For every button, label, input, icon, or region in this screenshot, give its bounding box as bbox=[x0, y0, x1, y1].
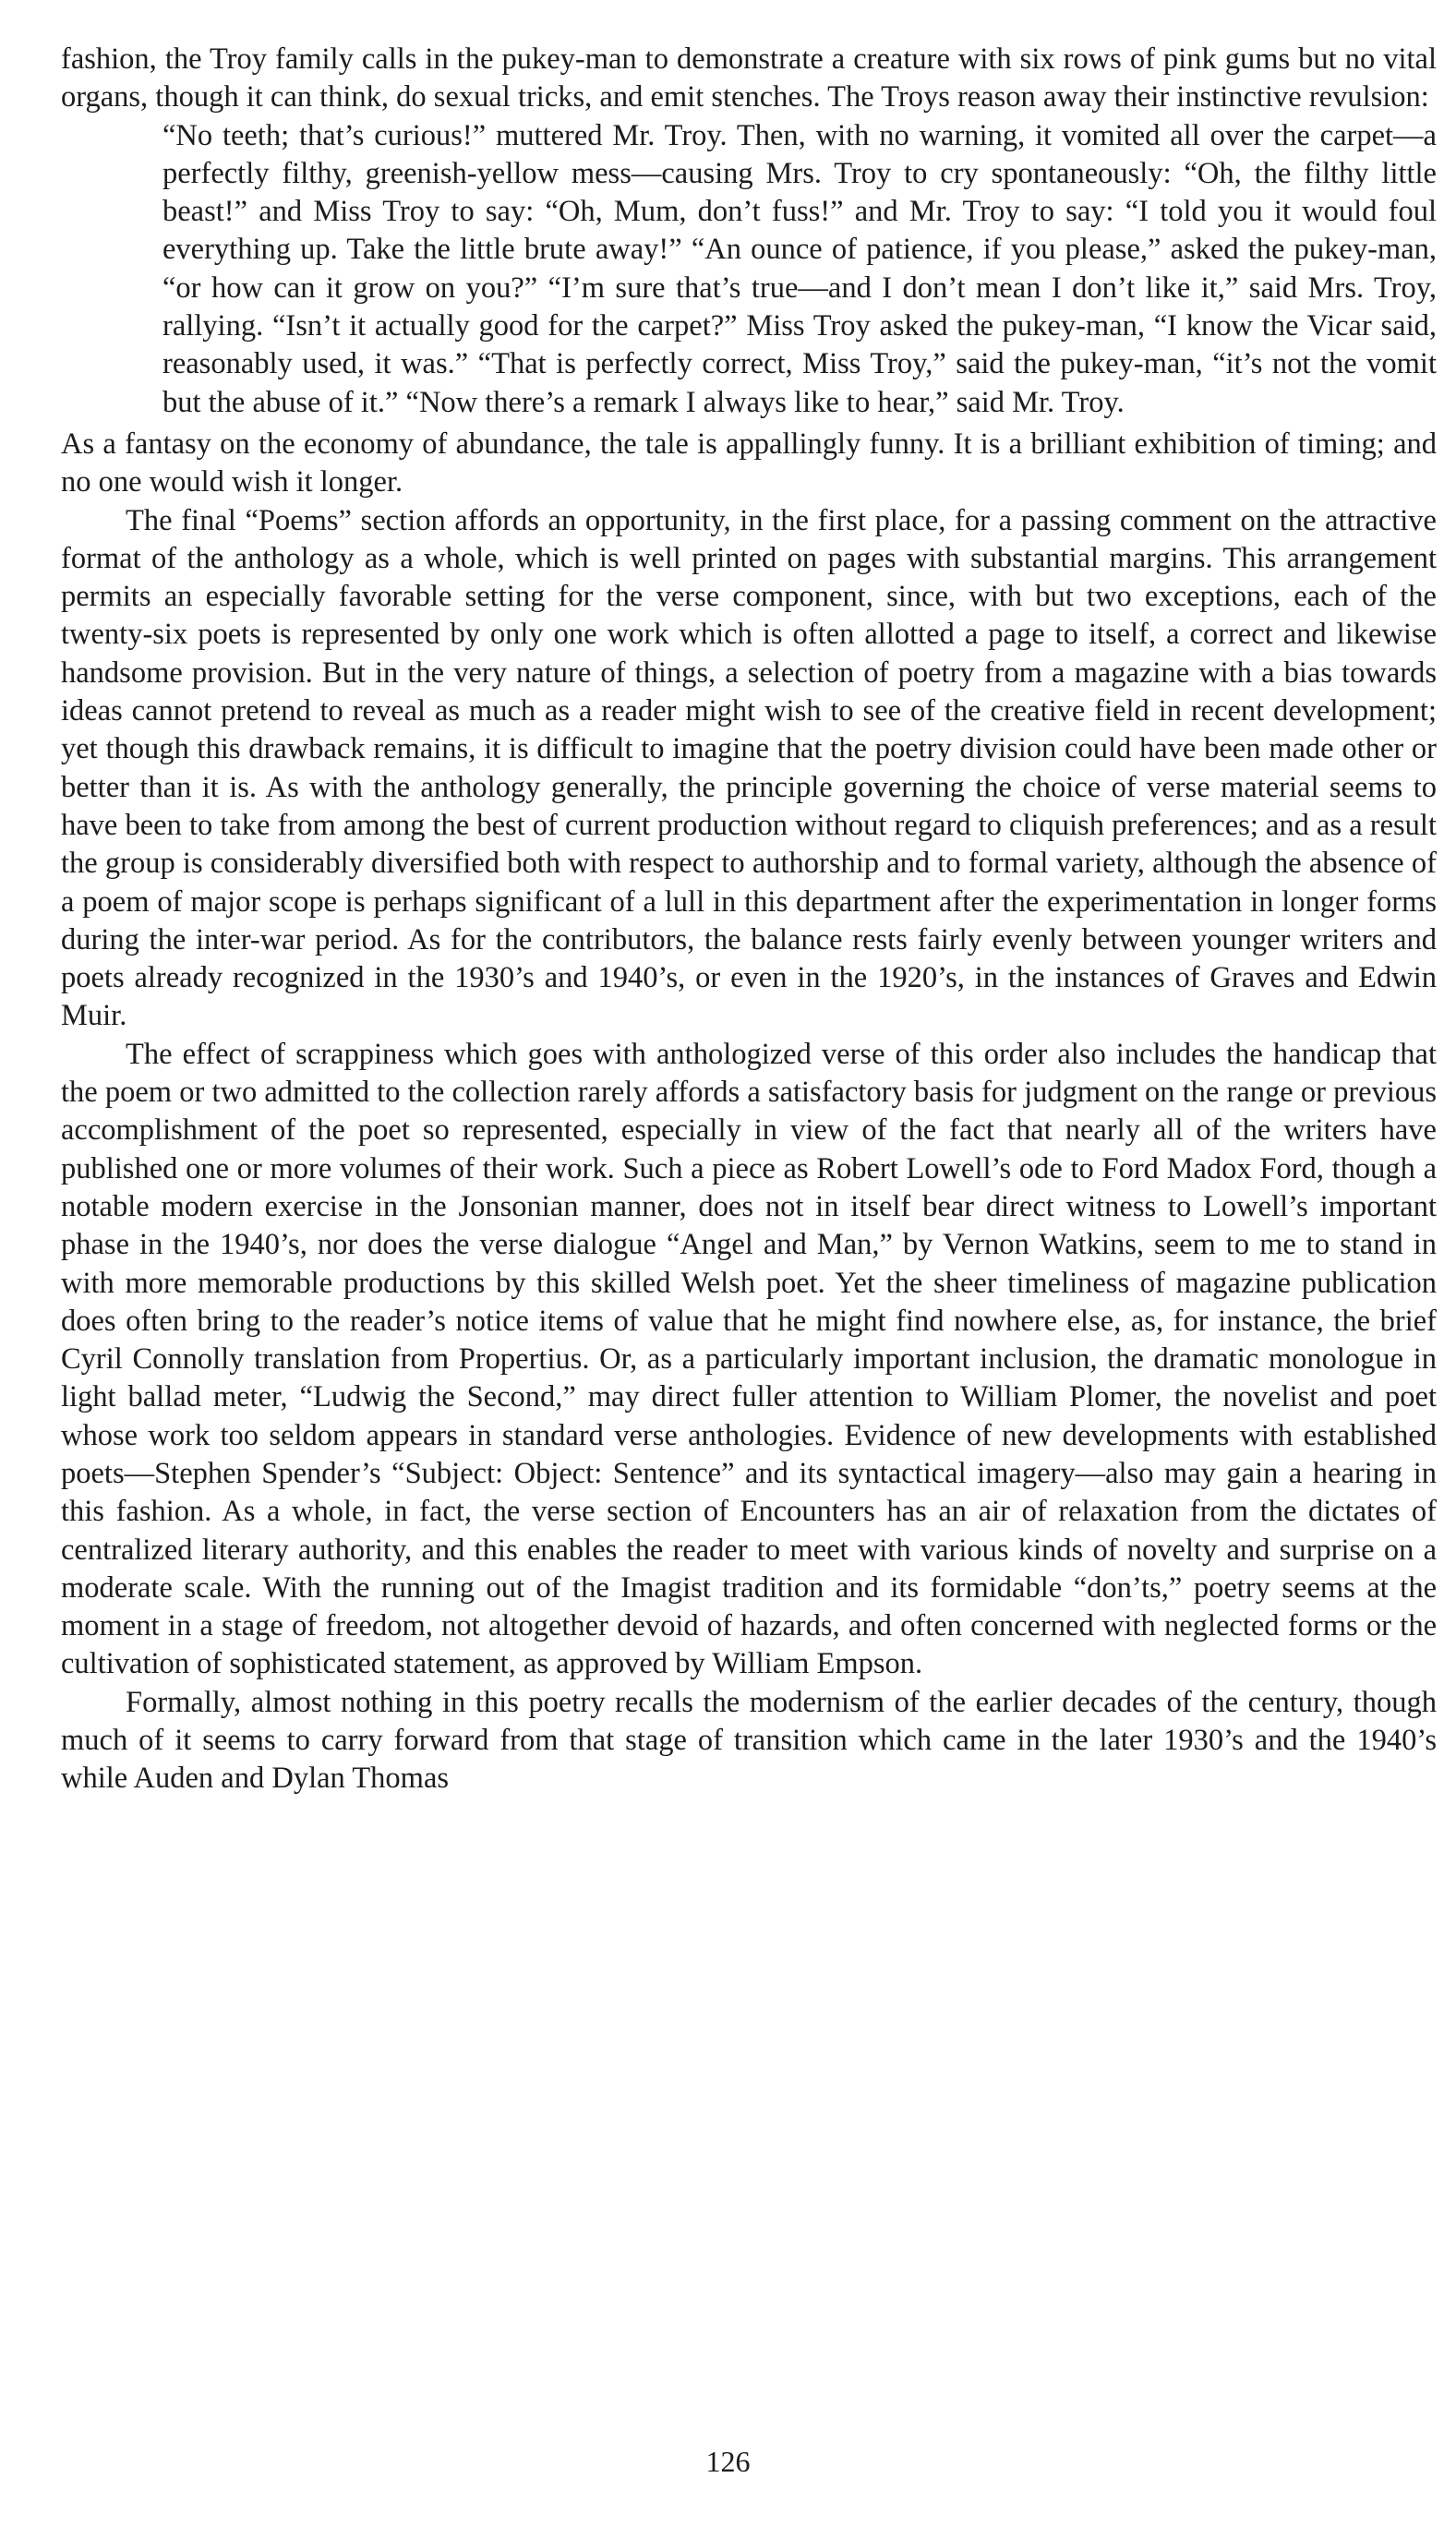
paragraph-formally: Formally, almost nothing in this poetry recalls the modernism of the earlier decades of the century, though much of it seems to carry forward from that stage of transition which came in the later 1930’s and the 1940’s while Auden and Dylan Thomas bbox=[61, 1685, 1437, 1796]
page-body bbox=[61, 41, 1437, 1798]
paragraph-after-quote: As a fantasy on the economy of abundance, the tale is appallingly funny. It is a brilliant exhibition of timing; and no one would wish it longer. bbox=[61, 427, 1437, 499]
paragraph-poems-section: The final “Poems” section affords an opportunity, in the first place, for a passing comment on the attractive format of the anthology as a whole, which is well printed on pages with substantial margins. This arrangement permits an especially favorable setting for the verse component, since, with but two exceptions, each of the twenty-six poets is represented by only one work which is often allotted a page to itself, a correct and likewise handsome provision. But in the very nature of things, a selection of poetry from a magazine with a bias towards ideas cannot pretend to reveal as much as a reader might wish to see of the creative field in recent development; yet though this drawback remains, it is difficult to imagine that the poetry division could have been made other or better than it is. As with the anthology generally, the principle governing the choice of verse material seems to have been to take from among the best of current production without regard to cliquish preferences; and as a result the group is considerably diversified both with respect to authorship and to formal variety, although the absence of a poem of major scope is perhaps significant of a lull in this department after the experimentation in longer forms during the inter-war period. As for the contributors, the balance rests fairly evenly between younger writers and poets already recognized in the 1930’s and 1940’s, or even in the 1920’s, in the instances of Graves and Edwin Muir. bbox=[61, 503, 1437, 1033]
page-number: 126 bbox=[705, 2445, 751, 2478]
paragraph-scrappiness: The effect of scrappiness which goes with anthologized verse of this order also includes the handicap that the poem or two admitted to the collection rarely affords a satisfactory basis for judgment on the range or previous accomplishment of the poet so represented, especially in view of the fact that nearly all of the writers have published one or more volumes of their work. Such a piece as Robert Lowell’s ode to Ford Madox Ford, though a notable modern exercise in the Jonsonian manner, does not in itself bear direct witness to Lowell’s important phase in the 1940’s, nor does the verse dialogue “Angel and Man,” by Vernon Watkins, seem to me to stand in with more memorable productions by this skilled Welsh poet. Yet the sheer timeliness of magazine publication does often bring to the reader’s notice items of value that he might find nowhere else, as, for instance, the brief Cyril Connolly translation from Propertius. Or, as a particularly important inclusion, the dramatic monologue in light ballad meter, “Ludwig the Second,” may direct fuller attention to William Plomer, the novelist and poet whose work too seldom appears in standard verse anthologies. Evidence of new developments with established poets—Stephen Spender’s “Subject: Object: Sentence” and its syntactical imagery—also may gain a hearing in this fashion. As a whole, in fact, the verse section of Encounters has an air of relaxation from the dictates of centralized literary authority, and this enables the reader to meet with various kinds of novelty and surprise on a moderate scale. With the running out of the Imagist tradition and its formidable “don’ts,” poetry seems at the moment in a stage of freedom, not altogether devoid of hazards, and often concerned with neglected forms or the cultivation of sophisticated statement, as approved by William Empson. bbox=[61, 1037, 1437, 1681]
opening-paragraph: fashion, the Troy family calls in the pukey-man to demonstrate a creature with six rows of pink gums but no vital organs, though it can think, do sexual tricks, and emit stenches. The Troys reason away their instinctive revulsion: bbox=[61, 42, 1437, 114]
block-quote: “No teeth; that’s curious!” muttered Mr. Troy. Then, with no warning, it vomited all over the carpet—a perfectly filthy, greenish-yellow mess—causing Mrs. Troy to cry spontaneously: “Oh, the filthy little beast!” and Miss Troy to say: “Oh, Mum, don’t fuss!” and Mr. Troy to say: “I told you it would foul everything up. Take the little brute away!” “An ounce of patience, if you please,” asked the pukey-man, “or how can it grow on you?” “I’m sure that’s true—and I don’t mean I don’t like it,” said Mrs. Troy, rallying. “Isn’t it actually good for the carpet?” Miss Troy asked the pukey-man, “I know the Vicar said, reasonably used, it was.” “That is perfectly correct, Miss Troy,” said the pukey-man, “it’s not the vomit but the abuse of it.” “Now there’s a remark I always like to hear,” said Mr. Troy. bbox=[162, 118, 1437, 419]
